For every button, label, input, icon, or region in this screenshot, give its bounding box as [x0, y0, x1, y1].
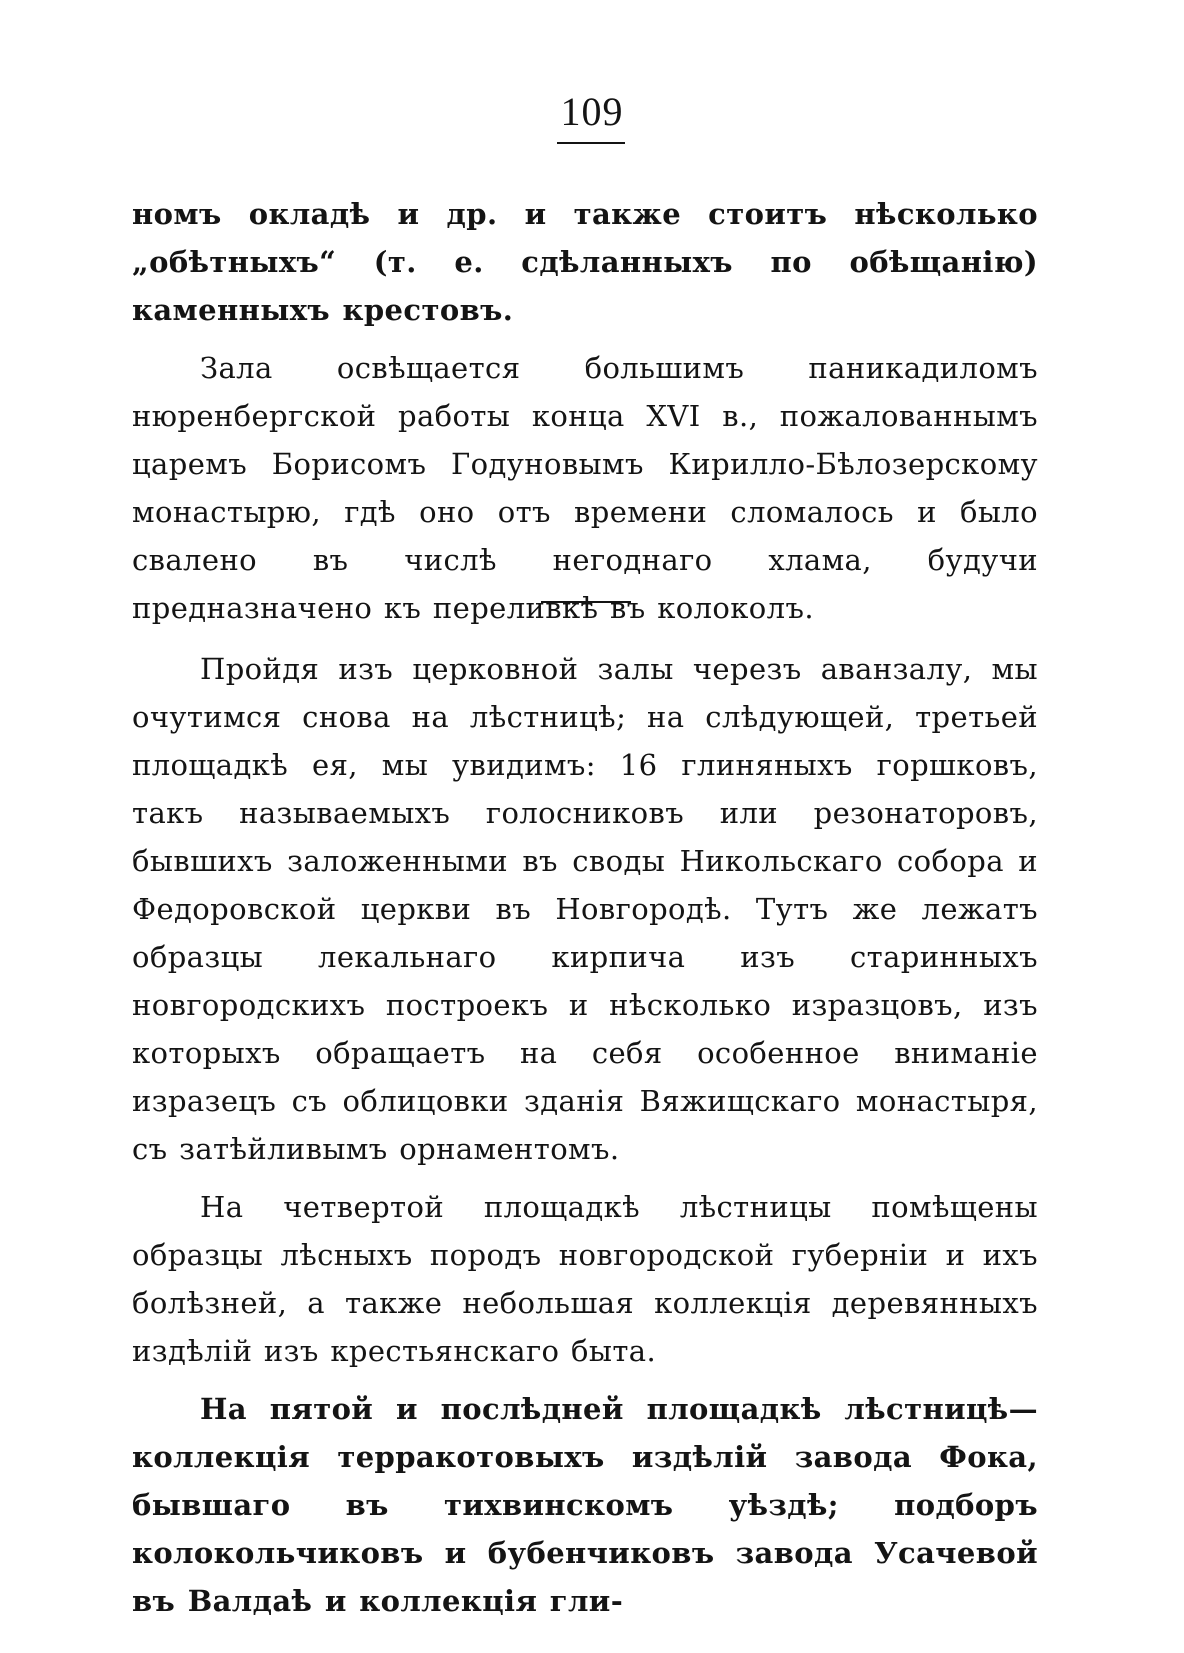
paragraph-chandelier: Зала освѣщается большимъ паникадиломъ нюренбергской работы конца XVI в., пожалованнымъ царемъ Борисомъ Годуновымъ Кирилло-Бѣлозерскому монастырю, гдѣ оно отъ времени сломалось и было свалено въ числѣ негоднаго хлама, будучи предназначено къ переливкѣ въ колоколъ. — [132, 351, 1038, 625]
page-number-underline — [557, 142, 625, 144]
page-number: 109 — [560, 89, 624, 134]
section-divider — [541, 601, 631, 603]
text-block-top — [132, 190, 1038, 632]
paragraph-third-landing: Пройдя изъ церковной залы черезъ аванзалу, мы очутимся снова на лѣстницѣ; на слѣдующей, третьей площадкѣ ея, мы увидимъ: 16 глиняныхъ горшковъ, такъ называемыхъ голосниковъ или резонаторовъ, бывшихъ заложенными въ своды Никольскаго собора и Федоровской церкви въ Новгородѣ. Тутъ же лежатъ образцы лекальнаго кирпича изъ старинныхъ новгородскихъ построекъ и нѣсколько изразцовъ, изъ которыхъ обращаетъ на себя особенное вниманіе изразецъ съ облицовки зданія Вяжищскаго монастыря, съ затѣйливымъ орнаментомъ. — [132, 652, 1038, 1166]
paragraph-fifth-landing: На пятой и послѣдней площадкѣ лѣстницѣ—коллекція терракотовыхъ издѣлій завода Фока, бывшаго въ тихвинскомъ уѣздѣ; подборъ колокольчиковъ и бубенчиковъ завода Усачевой въ Валдаѣ и коллекція гли- — [132, 1392, 1038, 1618]
text-block-bottom — [132, 645, 1038, 1625]
paragraph-fourth-landing: На четвертой площадкѣ лѣстницы помѣщены образцы лѣсныхъ породъ новгородской губерніи и ихъ болѣзней, а также небольшая коллекція деревянныхъ издѣлій изъ крестьянскаго быта. — [132, 1190, 1038, 1368]
paragraph-continuation: номъ окладѣ и др. и также стоитъ нѣсколько „обѣтныхъ“ (т. е. сдѣланныхъ по обѣщанію) каменныхъ крестовъ. — [132, 197, 1038, 327]
